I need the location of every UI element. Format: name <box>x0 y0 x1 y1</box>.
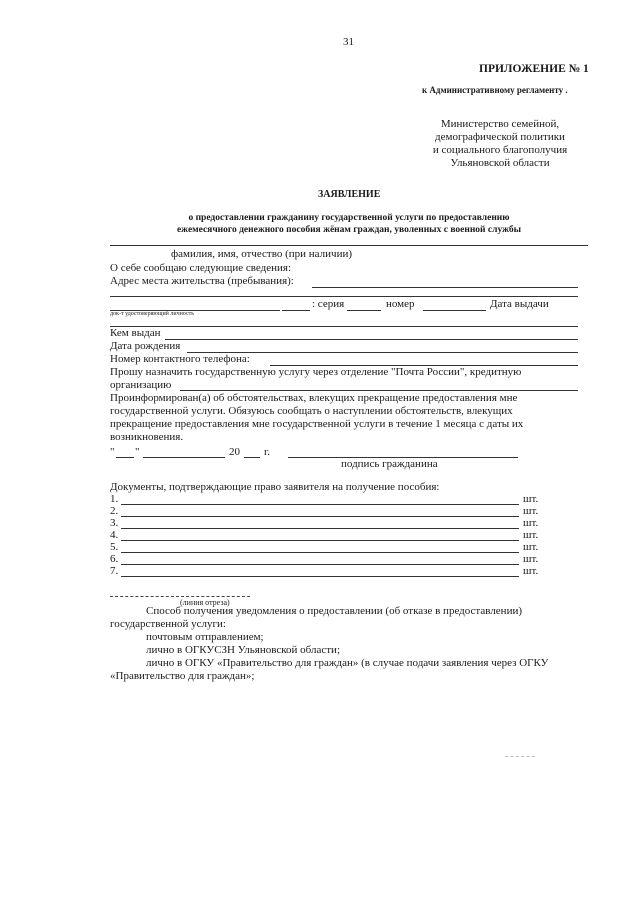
addressee-line: Министерство семейной, <box>440 118 560 130</box>
scan-mark <box>505 756 535 757</box>
document-item-unit: шт. <box>523 493 539 505</box>
document-item-number: 3. <box>110 517 119 529</box>
credit-org-field[interactable] <box>180 390 578 391</box>
issued-by-field[interactable] <box>165 339 578 340</box>
appendix-subtitle: к Административному регламенту . <box>422 85 568 95</box>
about-self-label: О себе сообщаю следующие сведения: <box>110 262 292 274</box>
purpose-line: ежемесячного денежного пособия жёнам граждан, уволенных с военной службы <box>176 225 522 235</box>
addressee-line: Ульяновской области <box>450 157 550 169</box>
request-line: Прошу назначить государственную услугу через отделение "Почта России", кредитную <box>110 366 522 378</box>
addressee-line: демографической политики <box>435 131 565 143</box>
document-item-unit: шт. <box>523 565 539 577</box>
document-type-field-2[interactable] <box>282 310 310 311</box>
purpose-block <box>110 212 588 236</box>
informed-line: возникновения. <box>110 431 184 443</box>
series-field[interactable] <box>347 310 381 311</box>
address-field[interactable] <box>312 287 578 288</box>
document-item-unit: шт. <box>523 517 539 529</box>
date-day-field[interactable] <box>116 457 134 458</box>
notification-option[interactable]: почтовым отправлением; <box>146 631 264 643</box>
page-number: 31 <box>343 36 354 48</box>
document-item-number: 5. <box>110 541 119 553</box>
fio-caption: фамилия, имя, отчество (при наличии) <box>171 248 353 260</box>
date-year-prefix: 20 <box>229 446 240 458</box>
document-item-field[interactable] <box>121 576 519 577</box>
address-label: Адрес места жительства (пребывания): <box>110 275 294 287</box>
addressee-line: и социального благополучия <box>432 144 568 156</box>
document-item-field[interactable] <box>121 564 519 565</box>
document-item-field[interactable] <box>121 540 519 541</box>
cut-line <box>110 596 250 597</box>
document-item-number: 7. <box>110 565 119 577</box>
document-item-field[interactable] <box>121 504 519 505</box>
signature-caption: подпись гражданина <box>341 458 438 470</box>
notification-option[interactable]: лично в ОГКУ «Правительство для граждан» (в случае подачи заявления через ОГКУ <box>146 657 549 669</box>
addressee-block <box>400 118 600 170</box>
document-item-field[interactable] <box>121 552 519 553</box>
request-text <box>110 366 521 392</box>
number-label: номер <box>386 298 415 310</box>
date-year-field[interactable] <box>244 457 260 458</box>
notification-continuation: «Правительство для граждан»; <box>110 670 255 682</box>
notification-intro <box>110 605 522 631</box>
purpose-line: о предоставлении гражданину государственной услуги по предоставлению <box>188 213 510 223</box>
document-item-number: 4. <box>110 529 119 541</box>
document-item-field[interactable] <box>121 516 519 517</box>
date-quote-open: " <box>110 446 115 458</box>
address-field-line2[interactable] <box>110 296 578 297</box>
informed-line: Проинформирован(а) об обстоятельствах, влекущих прекращение предоставления мне <box>110 392 518 404</box>
cut-line-caption: (линия отреза) <box>180 598 230 607</box>
date-quote-close: " <box>135 446 140 458</box>
notification-intro-line: Способ получения уведомления о предоставлении (об отказе в предоставлении) <box>146 605 523 617</box>
document-item-unit: шт. <box>523 541 539 553</box>
request-line: организацию <box>110 379 172 391</box>
document-item-field[interactable] <box>121 528 519 529</box>
date-month-field[interactable] <box>143 457 225 458</box>
document-item-unit: шт. <box>523 553 539 565</box>
informed-line: прекращение предоставления мне государственной услуги в течение 1 месяца с даты их <box>110 418 524 430</box>
document-item-unit: шт. <box>523 529 539 541</box>
notification-options <box>146 631 548 670</box>
document-item-unit: шт. <box>523 505 539 517</box>
document-item-number: 1. <box>110 493 119 505</box>
informed-line: государственной услуги. Обязуюсь сообщать о наступлении обстоятельств, влекущих <box>110 405 513 417</box>
document-item-number: 6. <box>110 553 119 565</box>
blank-line[interactable] <box>110 326 578 327</box>
notification-option[interactable]: лично в ОГКУСЗН Ульяновской области; <box>146 644 340 656</box>
document-item-number: 2. <box>110 505 119 517</box>
series-label: : серия <box>312 298 345 310</box>
appendix-title: ПРИЛОЖЕНИЕ № 1 <box>479 63 589 75</box>
notification-intro-line: государственной услуги: <box>110 618 226 630</box>
phone-label: Номер контактного телефона: <box>110 353 250 365</box>
issued-by-label: Кем выдан <box>110 327 161 339</box>
birth-date-label: Дата рождения <box>110 340 181 352</box>
issue-date-label: Дата выдачи <box>490 298 549 310</box>
documents-heading: Документы, подтверждающие право заявителя на получение пособия: <box>110 481 440 493</box>
informed-text <box>110 392 523 444</box>
date-year-suffix: г. <box>264 446 271 458</box>
document-caption: док-т удостоверяющий личность <box>110 311 194 317</box>
document-heading: ЗАЯВЛЕНИЕ <box>318 189 381 200</box>
fio-line[interactable] <box>110 245 588 246</box>
number-field[interactable] <box>423 310 486 311</box>
